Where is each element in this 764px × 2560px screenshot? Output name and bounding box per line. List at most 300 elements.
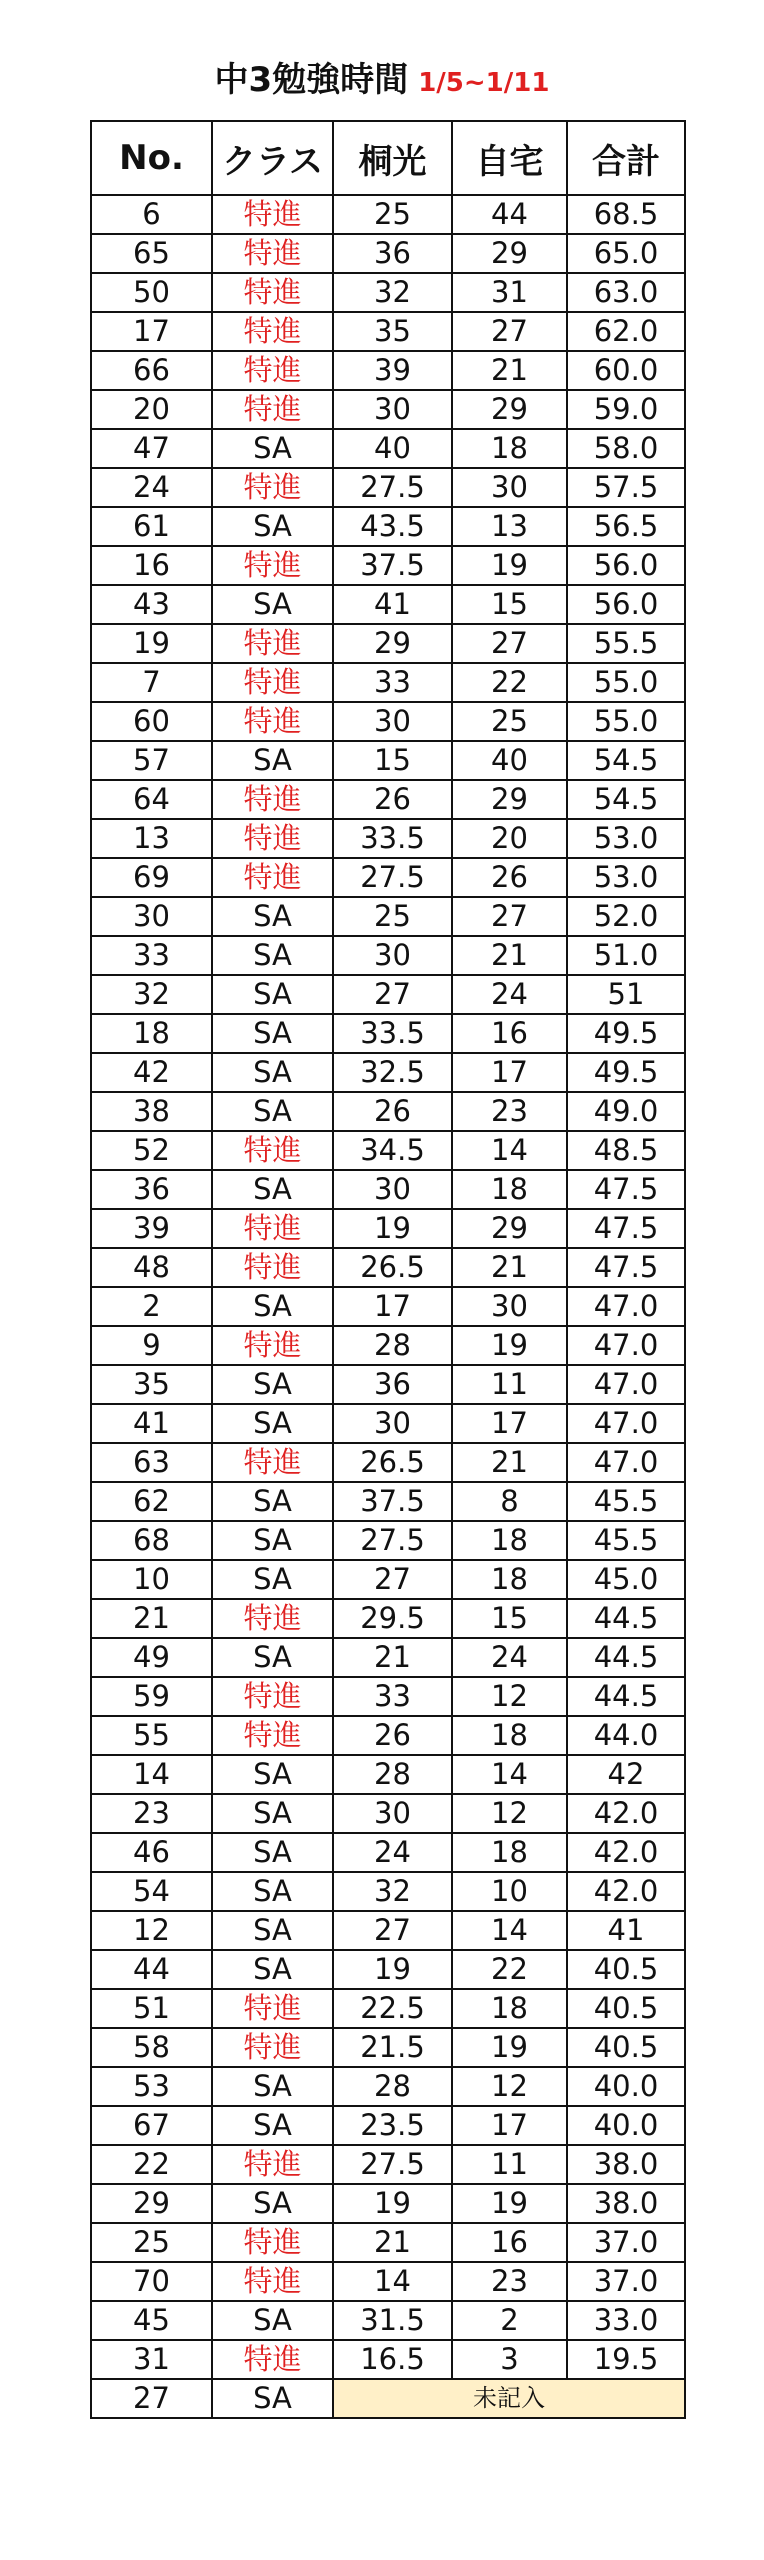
cell-class: 特進 <box>212 312 333 351</box>
cell-class: 特進 <box>212 2262 333 2301</box>
cell-total: 48.5 <box>567 1131 685 1170</box>
header-toko: 桐光 <box>333 121 452 195</box>
cell-no: 18 <box>91 1014 212 1053</box>
table-row <box>91 2145 685 2184</box>
cell-class: SA <box>212 1170 333 1209</box>
cell-toko: 24 <box>333 1833 452 1872</box>
header-no: No. <box>91 121 212 195</box>
cell-home: 27 <box>452 312 567 351</box>
cell-toko: 33.5 <box>333 819 452 858</box>
cell-no: 42 <box>91 1053 212 1092</box>
table-body <box>91 195 685 2418</box>
cell-toko: 28 <box>333 1326 452 1365</box>
table-row <box>91 1794 685 1833</box>
cell-toko: 27.5 <box>333 1521 452 1560</box>
cell-home: 44 <box>452 195 567 234</box>
cell-no: 2 <box>91 1287 212 1326</box>
cell-total: 62.0 <box>567 312 685 351</box>
cell-home: 19 <box>452 2028 567 2067</box>
cell-home: 18 <box>452 1170 567 1209</box>
cell-toko: 37.5 <box>333 546 452 585</box>
cell-home: 27 <box>452 624 567 663</box>
cell-class: SA <box>212 975 333 1014</box>
cell-total: 53.0 <box>567 858 685 897</box>
cell-class: SA <box>212 1560 333 1599</box>
cell-total: 44.5 <box>567 1638 685 1677</box>
cell-home: 21 <box>452 1443 567 1482</box>
cell-total: 47.0 <box>567 1404 685 1443</box>
cell-no: 6 <box>91 195 212 234</box>
cell-home: 22 <box>452 663 567 702</box>
cell-no: 32 <box>91 975 212 1014</box>
cell-class: SA <box>212 429 333 468</box>
cell-total: 44.0 <box>567 1716 685 1755</box>
cell-home: 22 <box>452 1950 567 1989</box>
cell-home: 19 <box>452 1326 567 1365</box>
table-row <box>91 1872 685 1911</box>
cell-toko: 30 <box>333 390 452 429</box>
cell-total: 57.5 <box>567 468 685 507</box>
table-row <box>91 1716 685 1755</box>
cell-total: 33.0 <box>567 2301 685 2340</box>
table-row <box>91 1755 685 1794</box>
cell-toko: 30 <box>333 1404 452 1443</box>
cell-total: 53.0 <box>567 819 685 858</box>
cell-home: 18 <box>452 429 567 468</box>
cell-toko: 34.5 <box>333 1131 452 1170</box>
cell-home: 17 <box>452 1404 567 1443</box>
cell-no: 53 <box>91 2067 212 2106</box>
cell-no: 38 <box>91 1092 212 1131</box>
cell-total: 65.0 <box>567 234 685 273</box>
cell-toko: 22.5 <box>333 1989 452 2028</box>
cell-no: 68 <box>91 1521 212 1560</box>
cell-home: 14 <box>452 1131 567 1170</box>
cell-no: 20 <box>91 390 212 429</box>
cell-toko: 33.5 <box>333 1014 452 1053</box>
header-home: 自宅 <box>452 121 567 195</box>
cell-no: 48 <box>91 1248 212 1287</box>
cell-no: 70 <box>91 2262 212 2301</box>
cell-no: 52 <box>91 1131 212 1170</box>
table-row <box>91 1443 685 1482</box>
cell-home: 11 <box>452 2145 567 2184</box>
cell-no: 22 <box>91 2145 212 2184</box>
cell-home: 8 <box>452 1482 567 1521</box>
cell-no: 21 <box>91 1599 212 1638</box>
cell-toko: 30 <box>333 1170 452 1209</box>
table-row <box>91 1482 685 1521</box>
cell-total: 68.5 <box>567 195 685 234</box>
cell-total: 47.5 <box>567 1209 685 1248</box>
cell-home: 20 <box>452 819 567 858</box>
cell-class: 特進 <box>212 2340 333 2379</box>
cell-total: 45.5 <box>567 1482 685 1521</box>
cell-toko: 35 <box>333 312 452 351</box>
cell-toko: 26 <box>333 1092 452 1131</box>
cell-total: 55.0 <box>567 702 685 741</box>
cell-no: 50 <box>91 273 212 312</box>
cell-class: 特進 <box>212 1443 333 1482</box>
cell-home: 21 <box>452 351 567 390</box>
table-row <box>91 975 685 1014</box>
cell-home: 18 <box>452 1833 567 1872</box>
cell-class: SA <box>212 1365 333 1404</box>
cell-toko: 32 <box>333 273 452 312</box>
cell-home: 18 <box>452 1521 567 1560</box>
cell-toko: 17 <box>333 1287 452 1326</box>
cell-total: 47.5 <box>567 1248 685 1287</box>
cell-total: 55.0 <box>567 663 685 702</box>
table-row <box>91 2262 685 2301</box>
table-row <box>91 897 685 936</box>
cell-total: 56.5 <box>567 507 685 546</box>
table-row <box>91 1365 685 1404</box>
cell-class: SA <box>212 1911 333 1950</box>
cell-no: 25 <box>91 2223 212 2262</box>
cell-class: 特進 <box>212 1716 333 1755</box>
table-row <box>91 1638 685 1677</box>
cell-toko: 27 <box>333 1911 452 1950</box>
cell-class: SA <box>212 1482 333 1521</box>
cell-total: 59.0 <box>567 390 685 429</box>
cell-home: 10 <box>452 1872 567 1911</box>
cell-total: 58.0 <box>567 429 685 468</box>
table-row <box>91 1131 685 1170</box>
cell-home: 21 <box>452 1248 567 1287</box>
cell-home: 12 <box>452 2067 567 2106</box>
cell-class: 特進 <box>212 234 333 273</box>
table-row <box>91 546 685 585</box>
table-row <box>91 819 685 858</box>
table-row <box>91 1092 685 1131</box>
cell-toko: 30 <box>333 936 452 975</box>
cell-class: 特進 <box>212 858 333 897</box>
cell-no: 67 <box>91 2106 212 2145</box>
cell-no: 66 <box>91 351 212 390</box>
cell-class: SA <box>212 1755 333 1794</box>
table-row <box>91 351 685 390</box>
cell-toko: 27.5 <box>333 2145 452 2184</box>
table-row <box>91 663 685 702</box>
cell-toko: 27 <box>333 975 452 1014</box>
cell-no: 30 <box>91 897 212 936</box>
table-row <box>91 507 685 546</box>
cell-no: 33 <box>91 936 212 975</box>
table-row <box>91 1950 685 1989</box>
cell-home: 16 <box>452 1014 567 1053</box>
cell-total: 55.5 <box>567 624 685 663</box>
table-row <box>91 1989 685 2028</box>
cell-home: 27 <box>452 897 567 936</box>
cell-class: 特進 <box>212 819 333 858</box>
cell-total: 40.0 <box>567 2106 685 2145</box>
cell-home: 18 <box>452 1989 567 2028</box>
cell-no: 19 <box>91 624 212 663</box>
cell-home: 18 <box>452 1716 567 1755</box>
cell-toko: 31.5 <box>333 2301 452 2340</box>
title-text: 中3勉強時間 <box>214 60 409 100</box>
cell-home: 31 <box>452 273 567 312</box>
cell-no: 54 <box>91 1872 212 1911</box>
cell-class: 特進 <box>212 1326 333 1365</box>
table-row <box>91 1521 685 1560</box>
table-row <box>91 1209 685 1248</box>
cell-no: 13 <box>91 819 212 858</box>
page-title <box>0 58 764 105</box>
cell-toko: 21.5 <box>333 2028 452 2067</box>
cell-toko: 37.5 <box>333 1482 452 1521</box>
cell-total: 51.0 <box>567 936 685 975</box>
cell-toko: 32.5 <box>333 1053 452 1092</box>
cell-toko: 29 <box>333 624 452 663</box>
table-row <box>91 429 685 468</box>
table-row <box>91 1677 685 1716</box>
cell-toko: 19 <box>333 2184 452 2223</box>
cell-home: 30 <box>452 1287 567 1326</box>
cell-class: 特進 <box>212 780 333 819</box>
cell-home: 24 <box>452 975 567 1014</box>
cell-total: 44.5 <box>567 1599 685 1638</box>
cell-class: SA <box>212 2379 333 2418</box>
table-row <box>91 2301 685 2340</box>
table-row <box>91 2028 685 2067</box>
table-row <box>91 2184 685 2223</box>
cell-total: 54.5 <box>567 780 685 819</box>
cell-total: 40.5 <box>567 1989 685 2028</box>
cell-class: SA <box>212 585 333 624</box>
cell-total: 52.0 <box>567 897 685 936</box>
cell-toko: 14 <box>333 2262 452 2301</box>
cell-class: 特進 <box>212 2145 333 2184</box>
cell-home: 13 <box>452 507 567 546</box>
cell-total: 45.5 <box>567 1521 685 1560</box>
cell-toko: 36 <box>333 1365 452 1404</box>
cell-total: 51 <box>567 975 685 1014</box>
header-total: 合計 <box>567 121 685 195</box>
cell-class: 特進 <box>212 1677 333 1716</box>
table-row <box>91 2223 685 2262</box>
cell-total: 47.0 <box>567 1326 685 1365</box>
cell-total: 49.0 <box>567 1092 685 1131</box>
cell-toko: 30 <box>333 1794 452 1833</box>
cell-total: 19.5 <box>567 2340 685 2379</box>
table-row <box>91 585 685 624</box>
cell-no: 17 <box>91 312 212 351</box>
cell-class: SA <box>212 936 333 975</box>
cell-total: 56.0 <box>567 585 685 624</box>
cell-home: 18 <box>452 1560 567 1599</box>
cell-class: SA <box>212 1053 333 1092</box>
table-row <box>91 273 685 312</box>
cell-class: 特進 <box>212 1209 333 1248</box>
cell-no: 47 <box>91 429 212 468</box>
cell-no: 24 <box>91 468 212 507</box>
cell-total: 44.5 <box>567 1677 685 1716</box>
cell-total: 56.0 <box>567 546 685 585</box>
cell-home: 12 <box>452 1794 567 1833</box>
cell-class: SA <box>212 2301 333 2340</box>
cell-toko: 28 <box>333 1755 452 1794</box>
cell-home: 11 <box>452 1365 567 1404</box>
cell-no: 60 <box>91 702 212 741</box>
cell-toko: 16.5 <box>333 2340 452 2379</box>
cell-home: 19 <box>452 2184 567 2223</box>
cell-total: 42.0 <box>567 1794 685 1833</box>
table-row <box>91 390 685 429</box>
cell-toko: 26.5 <box>333 1248 452 1287</box>
cell-toko: 26.5 <box>333 1443 452 1482</box>
cell-toko: 33 <box>333 663 452 702</box>
cell-home: 17 <box>452 2106 567 2145</box>
table-row <box>91 624 685 663</box>
cell-home: 15 <box>452 585 567 624</box>
cell-toko: 25 <box>333 195 452 234</box>
cell-class: SA <box>212 507 333 546</box>
table-row <box>91 1833 685 1872</box>
cell-toko: 33 <box>333 1677 452 1716</box>
cell-total: 49.5 <box>567 1053 685 1092</box>
cell-home: 14 <box>452 1755 567 1794</box>
cell-total: 38.0 <box>567 2145 685 2184</box>
cell-home: 23 <box>452 1092 567 1131</box>
cell-total: 38.0 <box>567 2184 685 2223</box>
cell-no: 44 <box>91 1950 212 1989</box>
table-row <box>91 936 685 975</box>
cell-class: SA <box>212 1521 333 1560</box>
cell-class: 特進 <box>212 1131 333 1170</box>
table-row <box>91 1911 685 1950</box>
cell-class: 特進 <box>212 1989 333 2028</box>
cell-total: 40.0 <box>567 2067 685 2106</box>
table-row <box>91 234 685 273</box>
cell-no: 46 <box>91 1833 212 1872</box>
cell-class: SA <box>212 2184 333 2223</box>
cell-toko: 40 <box>333 429 452 468</box>
cell-home: 29 <box>452 780 567 819</box>
cell-toko: 25 <box>333 897 452 936</box>
cell-no: 12 <box>91 1911 212 1950</box>
cell-class: SA <box>212 1404 333 1443</box>
cell-no: 14 <box>91 1755 212 1794</box>
cell-class: 特進 <box>212 195 333 234</box>
cell-no: 27 <box>91 2379 212 2418</box>
cell-toko: 26 <box>333 1716 452 1755</box>
table-row <box>91 312 685 351</box>
cell-toko: 23.5 <box>333 2106 452 2145</box>
cell-home: 17 <box>452 1053 567 1092</box>
cell-toko: 32 <box>333 1872 452 1911</box>
cell-no: 41 <box>91 1404 212 1443</box>
cell-toko: 21 <box>333 1638 452 1677</box>
cell-class: SA <box>212 2106 333 2145</box>
cell-home: 29 <box>452 1209 567 1248</box>
cell-total: 47.5 <box>567 1170 685 1209</box>
cell-home: 15 <box>452 1599 567 1638</box>
cell-total: 40.5 <box>567 1950 685 1989</box>
cell-toko: 30 <box>333 702 452 741</box>
cell-home: 29 <box>452 234 567 273</box>
cell-home: 40 <box>452 741 567 780</box>
table-row-unrecorded <box>91 2379 685 2418</box>
cell-toko: 43.5 <box>333 507 452 546</box>
cell-no: 51 <box>91 1989 212 2028</box>
cell-total: 41 <box>567 1911 685 1950</box>
table-row <box>91 1560 685 1599</box>
table-row <box>91 1287 685 1326</box>
cell-no: 59 <box>91 1677 212 1716</box>
cell-no: 63 <box>91 1443 212 1482</box>
cell-class: SA <box>212 741 333 780</box>
table-row <box>91 1326 685 1365</box>
table-row <box>91 858 685 897</box>
cell-home: 19 <box>452 546 567 585</box>
cell-no: 64 <box>91 780 212 819</box>
cell-no: 10 <box>91 1560 212 1599</box>
cell-toko: 21 <box>333 2223 452 2262</box>
table-row <box>91 468 685 507</box>
cell-class: 特進 <box>212 1599 333 1638</box>
cell-home: 29 <box>452 390 567 429</box>
table-row <box>91 1248 685 1287</box>
cell-home: 23 <box>452 2262 567 2301</box>
table-row <box>91 1404 685 1443</box>
table-row <box>91 741 685 780</box>
cell-total: 40.5 <box>567 2028 685 2067</box>
cell-toko: 27.5 <box>333 858 452 897</box>
cell-class: 特進 <box>212 1248 333 1287</box>
cell-home: 30 <box>452 468 567 507</box>
cell-no: 29 <box>91 2184 212 2223</box>
study-hours-table <box>90 120 686 2419</box>
cell-toko: 36 <box>333 234 452 273</box>
table-row <box>91 2067 685 2106</box>
cell-home: 26 <box>452 858 567 897</box>
cell-home: 25 <box>452 702 567 741</box>
cell-class: 特進 <box>212 624 333 663</box>
cell-no: 55 <box>91 1716 212 1755</box>
cell-toko: 29.5 <box>333 1599 452 1638</box>
cell-class: 特進 <box>212 468 333 507</box>
header-row <box>91 121 685 195</box>
cell-no: 23 <box>91 1794 212 1833</box>
cell-class: 特進 <box>212 351 333 390</box>
cell-class: SA <box>212 2067 333 2106</box>
date-range: 1/5~1/11 <box>418 68 550 98</box>
cell-toko: 19 <box>333 1209 452 1248</box>
cell-class: SA <box>212 1794 333 1833</box>
cell-total: 45.0 <box>567 1560 685 1599</box>
cell-class: SA <box>212 1092 333 1131</box>
cell-class: SA <box>212 1872 333 1911</box>
cell-total: 42.0 <box>567 1833 685 1872</box>
cell-total: 49.5 <box>567 1014 685 1053</box>
cell-total: 60.0 <box>567 351 685 390</box>
cell-class: 特進 <box>212 2223 333 2262</box>
cell-home: 12 <box>452 1677 567 1716</box>
table-row <box>91 780 685 819</box>
cell-no: 58 <box>91 2028 212 2067</box>
cell-home: 14 <box>452 1911 567 1950</box>
cell-class: 特進 <box>212 663 333 702</box>
unrecorded-note: 未記入 <box>333 2379 685 2418</box>
cell-toko: 41 <box>333 585 452 624</box>
cell-class: SA <box>212 1950 333 1989</box>
cell-class: SA <box>212 1638 333 1677</box>
cell-total: 42 <box>567 1755 685 1794</box>
header-class: クラス <box>212 121 333 195</box>
cell-total: 47.0 <box>567 1365 685 1404</box>
